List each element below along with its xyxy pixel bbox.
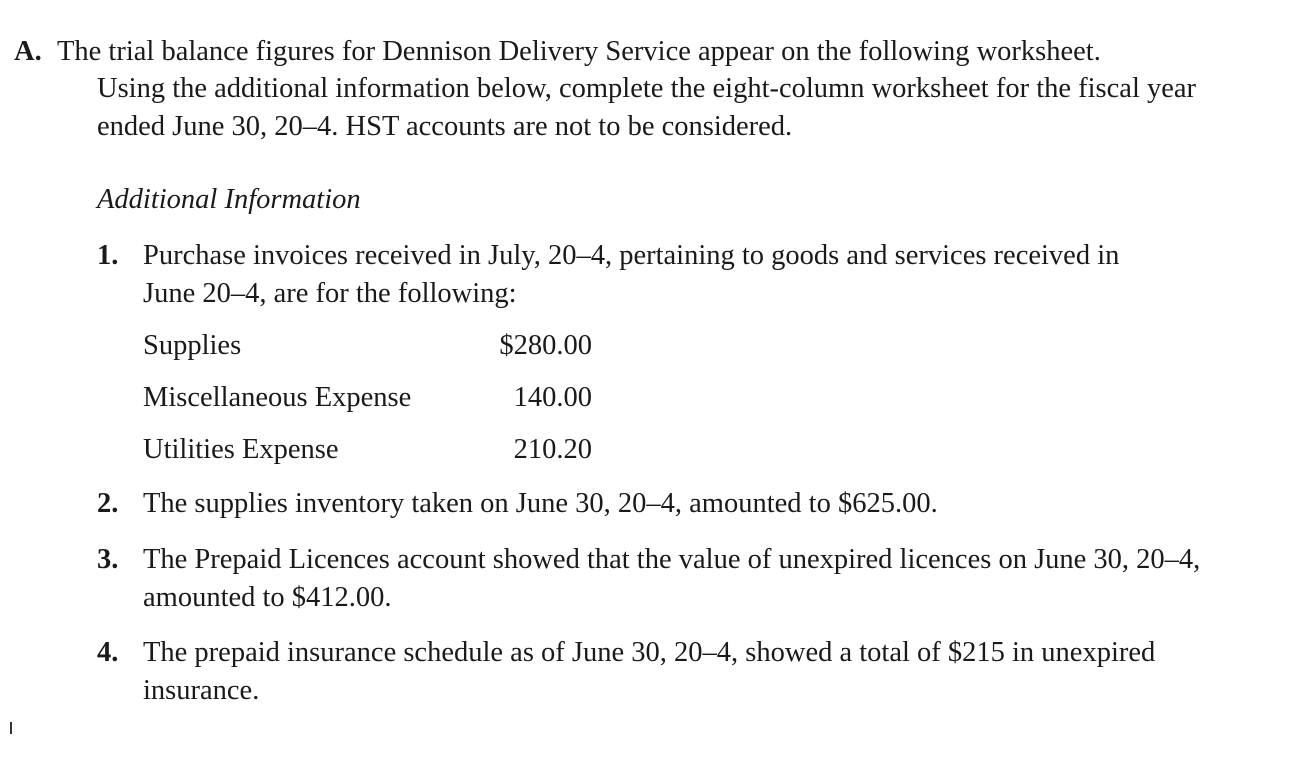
item-3-number: 3. xyxy=(97,544,119,575)
problem-label: A. xyxy=(14,36,42,67)
item-4-line-1: The prepaid insurance schedule as of June 30, 20–4, showed a total of $215 in unexpired xyxy=(143,637,1156,668)
item-3-line-2: amounted to $412.00. xyxy=(143,582,392,613)
intro-line-3: ended June 30, 20–4. HST accounts are not to be considered. xyxy=(97,111,793,142)
item-2-line-1: The supplies inventory taken on June 30, 20–4, amounted to $625.00. xyxy=(143,488,938,519)
intro-line-1: The trial balance figures for Dennison Delivery Service appear on the following worksheet. xyxy=(57,36,1101,67)
additional-info-heading: Additional Information xyxy=(97,184,361,215)
margin-tick-mark xyxy=(10,722,12,734)
item-2-number: 2. xyxy=(97,488,119,519)
invoice-label-misc: Miscellaneous Expense xyxy=(143,382,412,413)
item-1-line-2: June 20–4, are for the following: xyxy=(143,278,517,309)
item-4-number: 4. xyxy=(97,637,119,668)
invoice-amount-supplies: $280.00 xyxy=(499,330,592,361)
invoice-amount-utilities: 210.20 xyxy=(513,434,592,465)
invoice-label-supplies: Supplies xyxy=(143,330,242,361)
item-4-line-2: insurance. xyxy=(143,675,260,706)
intro-line-2: Using the additional information below, complete the eight-column worksheet for the fiscal year xyxy=(97,73,1197,104)
invoice-label-utilities: Utilities Expense xyxy=(143,434,339,465)
item-1-number: 1. xyxy=(97,240,119,271)
item-3-line-1: The Prepaid Licences account showed that the value of unexpired licences on June 30, 20–4, xyxy=(143,544,1201,575)
item-1-line-1: Purchase invoices received in July, 20–4, pertaining to goods and services received in xyxy=(143,240,1120,271)
invoice-amount-misc: 140.00 xyxy=(513,382,592,413)
